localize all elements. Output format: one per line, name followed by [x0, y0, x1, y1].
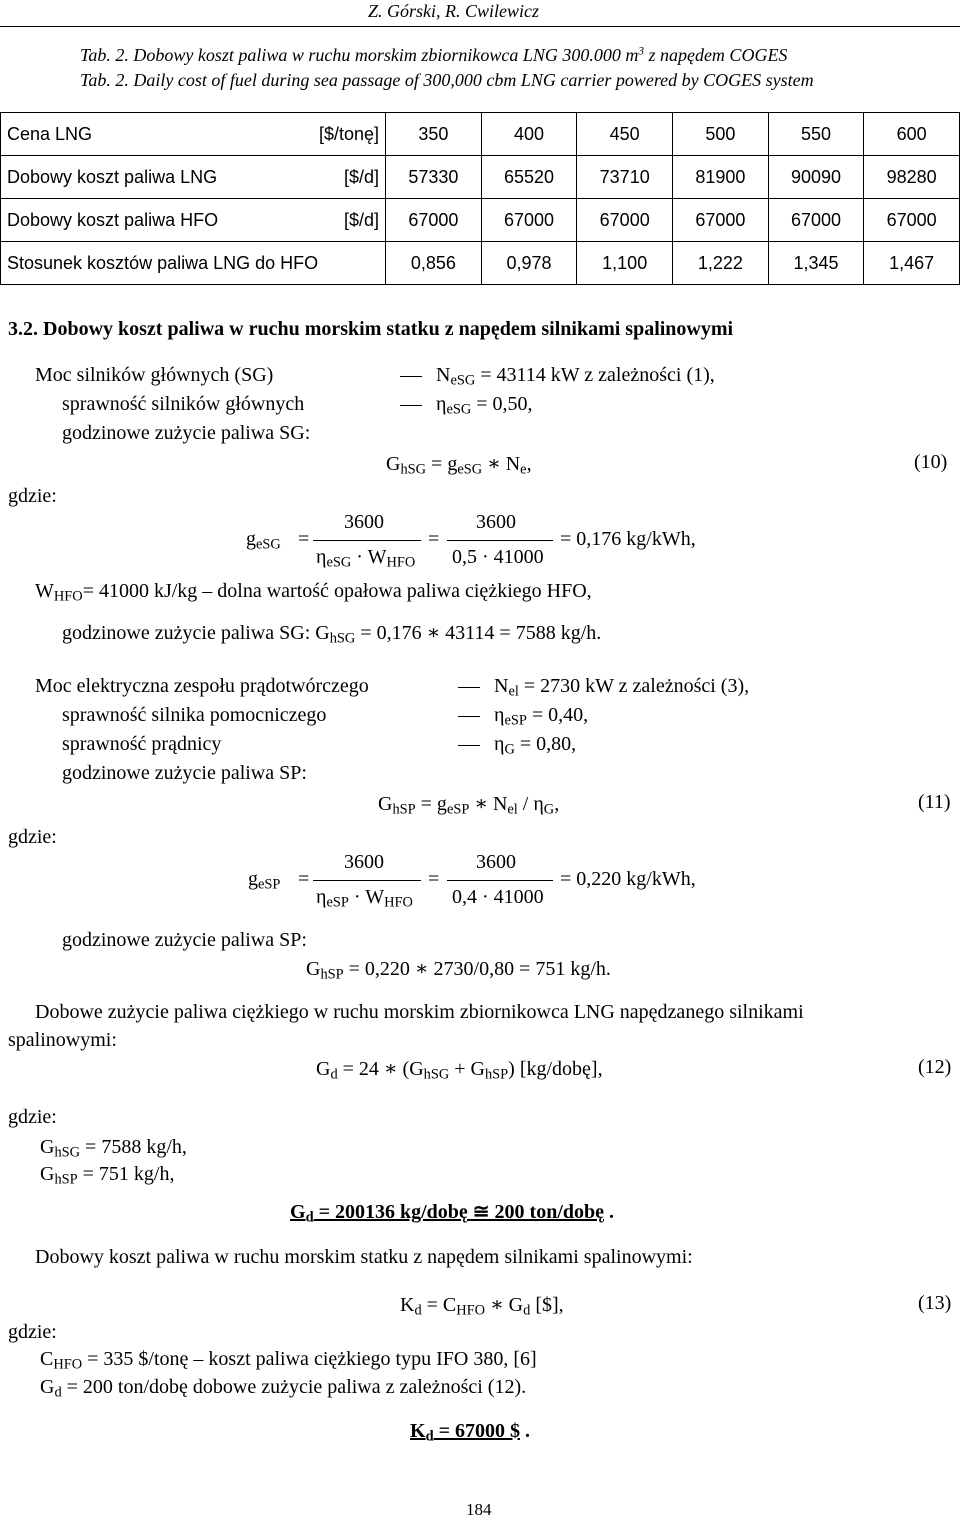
table-cell: 67000 [673, 199, 769, 242]
fraction-line [447, 880, 553, 881]
sp-line2-label: sprawność silnika pomocniczego [62, 704, 327, 726]
sp-line3-label: sprawność prądnicy [62, 733, 222, 755]
equation-11: $G_{hSP} = g_{eSP}$ ∗ $N_{el} / \eta_G$, [378, 793, 560, 818]
equation-12-number: (12) [918, 1056, 952, 1078]
table-cell: 1,345 [768, 242, 864, 285]
equals-sign: = [298, 528, 310, 550]
sp-line3-value: $\eta_G = 0,80$, [458, 733, 576, 756]
table-cell: 67000 [864, 199, 960, 242]
table-cell: 65520 [481, 156, 577, 199]
cost-intro: Dobowy koszt paliwa w ruchu morskim statku z napędem silnikami spalinowymi: [35, 1246, 693, 1268]
fraction-line [313, 540, 421, 541]
sp-frac-den1: $\eta_{eSP} \cdot W_{HFO}$ [316, 886, 413, 911]
table-cell: 1,467 [864, 242, 960, 285]
sg-frac-num1: 3600 [344, 511, 384, 533]
whfo-definition: $W_{HFO}= 41000$ kJ/kg – dolna wartość opałowa paliwa ciężkiego HFO, [35, 580, 592, 605]
daily-intro: Dobowe zużycie paliwa ciężkiego w ruchu morskim zbiornikowca LNG napędzanego silnikami [35, 1001, 804, 1023]
table-row-label: Dobowy koszt paliwa HFO [1, 199, 314, 242]
sp-line2-value: $\eta_{eSP} = 0,40$, [458, 704, 588, 727]
gdzie-label: gdzie: [8, 826, 57, 848]
sp-line1-label: Moc elektryczna zespołu prądotwórczego [35, 675, 369, 697]
chfo-definition: $C_{HFO} = 335$ $/tonę – koszt paliwa ciężkiego typu IFO 380, [6] [40, 1348, 537, 1373]
table-cell: 500 [673, 113, 769, 156]
ghsp-label: godzinowe zużycie paliwa SP: [62, 929, 307, 951]
table-row-label: Stosunek kosztów paliwa LNG do HFO [1, 242, 386, 285]
table-cell: 67000 [577, 199, 673, 242]
sg-line2-label: sprawność silników głównych [62, 393, 305, 415]
sg-frac-den1: $\eta_{eSG} \cdot W_{HFO}$ [316, 546, 416, 571]
dash [458, 745, 480, 746]
table-cell: 450 [577, 113, 673, 156]
table-row-unit: [$/tonę] [313, 113, 386, 156]
sp-frac-num2: 3600 [476, 851, 516, 873]
fraction-line [313, 880, 421, 881]
table-row-label: Cena LNG [1, 113, 314, 156]
equation-13: $K_d = C_{HFO}$ ∗ $G_d$ [$], [400, 1294, 564, 1319]
ghsp-value: $G_{hSP} = 751$ kg/h, [40, 1163, 175, 1188]
sg-line1-label: Moc silników głównych (SG) [35, 364, 274, 386]
table-row [1, 199, 960, 242]
table-caption-en: Tab. 2. Daily cost of fuel during sea passage of 300,000 cbm LNG carrier powered by COGES system [80, 70, 814, 90]
sp-frac-den2: 0,4 · 41000 [452, 886, 544, 908]
sg-frac-num2: 3600 [476, 511, 516, 533]
equation-10-number: (10) [914, 451, 948, 473]
ghsp-result: $G_{hSP} = 0,220$ ∗ 2730/0,80 = 751 kg/h. [306, 958, 611, 983]
sp-line1-value: $N_{el} = 2730$ kW z zależności (3), [458, 675, 749, 698]
table-row-label: Dobowy koszt paliwa LNG [1, 156, 314, 199]
table-cell: 98280 [864, 156, 960, 199]
sg-line1-value: $N_{eSG} = 43114$ kW z zależności (1), [400, 364, 715, 387]
table-cell: 550 [768, 113, 864, 156]
table-row [1, 156, 960, 199]
table-row-unit: [$/d] [313, 156, 386, 199]
equation-10: $G_{hSG} = g_{eSG}$ ∗ $N_e$, [386, 453, 532, 478]
table-cell: 0,978 [481, 242, 577, 285]
table-row [1, 242, 960, 285]
page-number: 184 [466, 1500, 492, 1519]
table-cell: 67000 [386, 199, 482, 242]
equation-13-number: (13) [918, 1292, 952, 1314]
running-header: Z. Górski, R. Cwilewicz [368, 1, 540, 21]
equals-sign: = [428, 528, 440, 550]
ghsg-result: godzinowe zużycie paliwa SG: $G_{hSG} = 0,176$ ∗ 43114 = 7588 kg/h. [62, 622, 602, 647]
dash [458, 687, 480, 688]
daily-intro-2: spalinowymi: [8, 1029, 117, 1051]
sg-line2-value: $\eta_{eSG} = 0,50$, [400, 393, 533, 416]
ghsg-value: $G_{hSG} = 7588$ kg/h, [40, 1136, 187, 1161]
header-rule [0, 26, 960, 27]
equation-12: $G_d = 24$ ∗ $(G_{hSG} + G_{hSP})$ [kg/dobę], [316, 1058, 603, 1083]
table-cell: 1,222 [673, 242, 769, 285]
sp-line4-label: godzinowe zużycie paliwa SP: [62, 762, 307, 784]
dash [400, 376, 422, 377]
table-cell: 67000 [768, 199, 864, 242]
table-cell: 0,856 [386, 242, 482, 285]
daily-cost-result: $K_d = 67000$ $ . [410, 1420, 530, 1445]
gd-definition: $G_d = 200$ ton/dobę dobowe zużycie paliwa z zależności (12). [40, 1376, 527, 1401]
sp-frac-result: = 0,220 kg/kWh, [560, 868, 696, 890]
gdzie-label: gdzie: [8, 485, 57, 507]
sg-frac-den2: 0,5 · 41000 [452, 546, 544, 568]
section-heading: 3.2. Dobowy koszt paliwa w ruchu morskim statku z napędem silnikami spalinowymi [8, 318, 734, 340]
table-caption-pl: Tab. 2. Dobowy koszt paliwa w ruchu morskim zbiornikowca LNG 300.000 $m^3$ z napędem COGES [80, 45, 788, 65]
table-cell: 67000 [481, 199, 577, 242]
table-cell: 350 [386, 113, 482, 156]
dash [458, 716, 480, 717]
sg-frac-result: = 0,176 kg/kWh, [560, 528, 696, 550]
table-row [1, 113, 960, 156]
dash [400, 405, 422, 406]
table-cell: 400 [481, 113, 577, 156]
sg-frac-lhs: $g_{eSG}$ [246, 528, 281, 553]
table-cell: 73710 [577, 156, 673, 199]
daily-consumption-result: $G_d = 200136$ kg/dobę ≅ 200 ton/dobę . [290, 1201, 614, 1226]
equation-11-number: (11) [918, 791, 951, 813]
sg-line3-label: godzinowe zużycie paliwa SG: [62, 422, 311, 444]
gdzie-label: gdzie: [8, 1106, 57, 1128]
gdzie-label: gdzie: [8, 1321, 57, 1343]
table-cell: 600 [864, 113, 960, 156]
sp-frac-lhs: $g_{eSP}$ [248, 868, 281, 893]
equals-sign: = [428, 868, 440, 890]
fraction-line [447, 540, 553, 541]
table-cell: 1,100 [577, 242, 673, 285]
equals-sign: = [298, 868, 310, 890]
table-cell: 90090 [768, 156, 864, 199]
sp-frac-num1: 3600 [344, 851, 384, 873]
table-row-unit: [$/d] [313, 199, 386, 242]
table-cell: 81900 [673, 156, 769, 199]
table-cell: 57330 [386, 156, 482, 199]
fuel-cost-table [0, 112, 960, 285]
